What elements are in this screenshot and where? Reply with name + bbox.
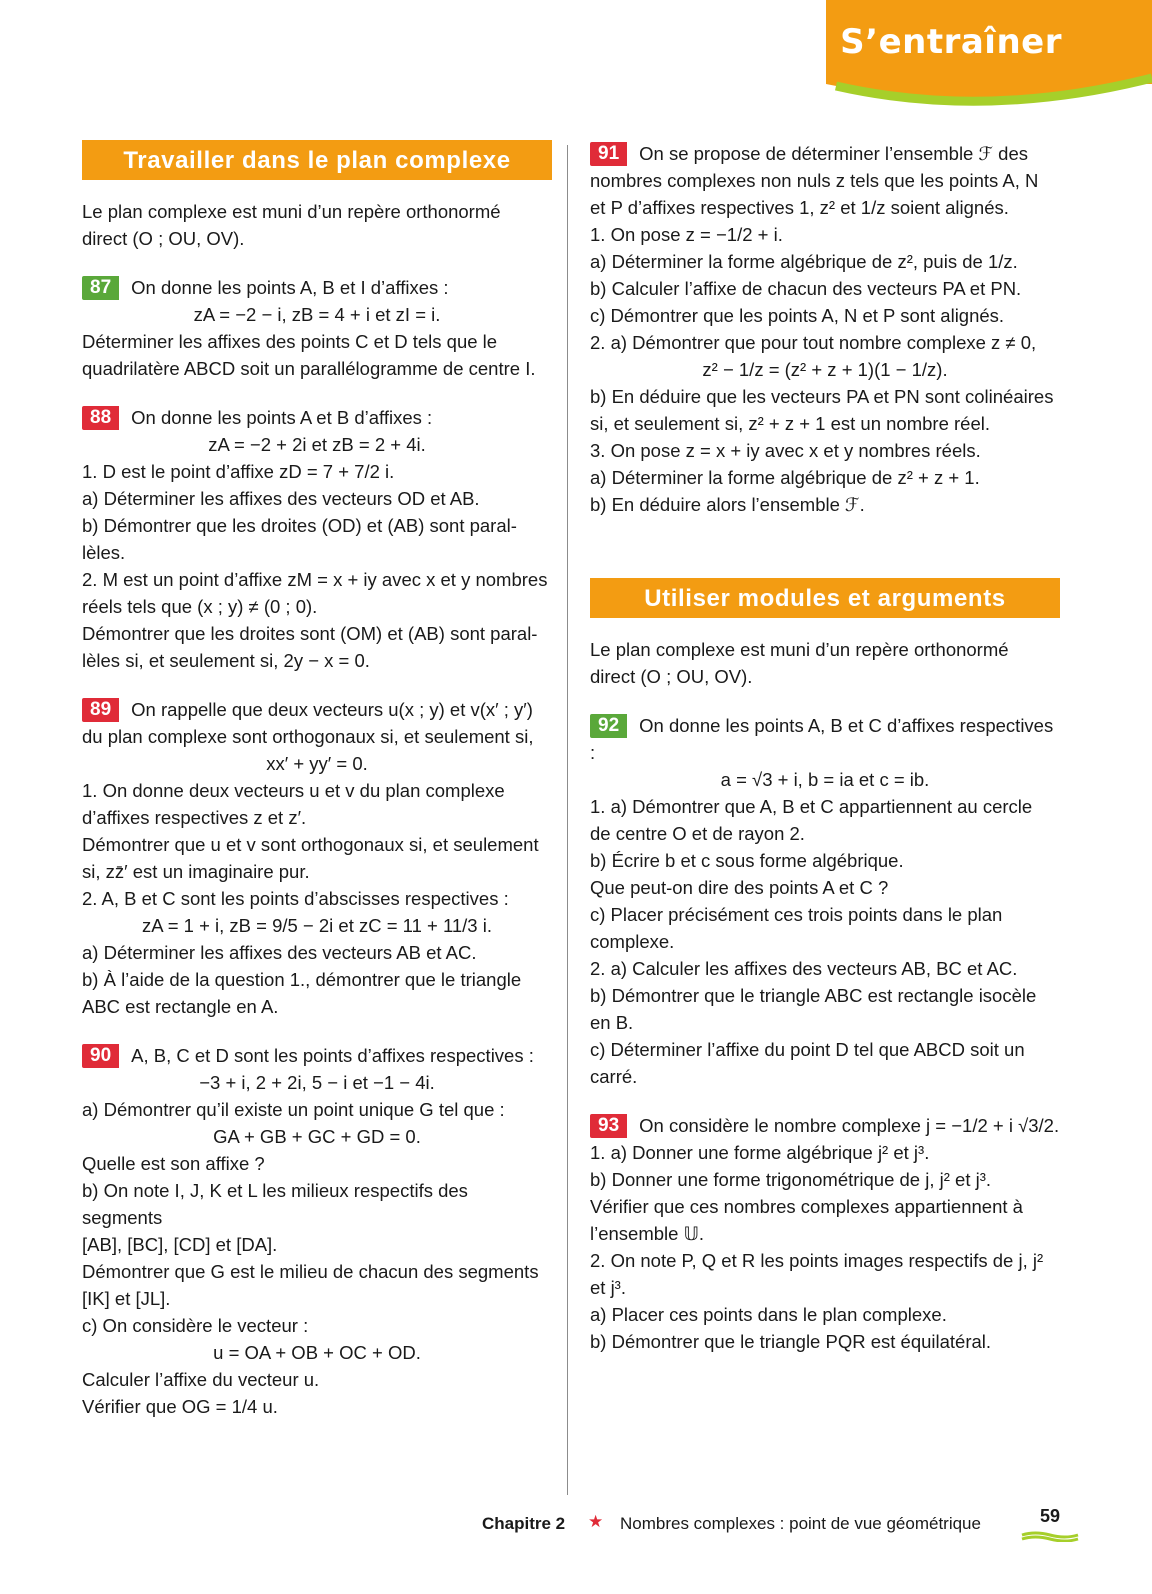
exercise-number-badge: 87 [82, 276, 119, 300]
exercise-formula: −3 + i, 2 + 2i, 5 − i et −1 − 4i. [199, 1072, 435, 1093]
exercise-number-badge: 91 [590, 142, 627, 166]
left-column [82, 132, 552, 1442]
exercise-question: a) Déterminer la forme algébrique de z², puis de 1/z. [590, 251, 1018, 272]
exercise-text: lèles. [82, 542, 126, 563]
exercise-text: Démontrer que u et v sont orthogonaux si, et seulement [82, 834, 539, 855]
exercise-number-badge: 90 [82, 1044, 119, 1068]
exercise-formula: z² − 1/z = (z² + z + 1)(1 − 1/z). [702, 359, 948, 380]
exercise-question: b) Démontrer que le triangle ABC est rectangle isocèle [590, 985, 1037, 1006]
exercise-text: Que peut-on dire des points A et C ? [590, 877, 889, 898]
exercise-text: complexe. [590, 931, 675, 952]
header-wave [826, 62, 1152, 110]
exercise-text: Démontrer que G est le milieu de chacun des segments [82, 1261, 539, 1282]
intro-line: direct (O ; OU, OV). [82, 228, 245, 249]
exercise-question: b) On note I, J, K et L les milieux respectifs des segments [82, 1180, 468, 1228]
exercise-question: 2. A, B et C sont les points d’abscisses respectives : [82, 888, 509, 909]
exercise-text: l’ensemble 𝕌. [590, 1223, 705, 1244]
exercise-text: du plan complexe sont orthogonaux si, et seulement si, [82, 726, 534, 747]
exercise-question: b) Démontrer que les droites (OD) et (AB) sont paral- [82, 515, 517, 536]
intro-line: Le plan complexe est muni d’un repère orthonormé [82, 201, 501, 222]
exercise-question: b) En déduire que les vecteurs PA et PN sont colinéaires [590, 386, 1054, 407]
exercise-text: On donne les points A, B et C d’affixes respectives : [590, 715, 1054, 763]
exercise-question: 2. a) Calculer les affixes des vecteurs AB, BC et AC. [590, 958, 1018, 979]
exercise-question: b) À l’aide de la question 1., démontrer que le triangle [82, 969, 522, 990]
exercise-number-badge: 89 [82, 698, 119, 722]
page-number: 59 [1040, 1506, 1061, 1526]
exercise-text: [IK] et [JL]. [82, 1288, 171, 1309]
exercise-formula: zA = 1 + i, zB = 9/5 − 2i et zC = 11 + 11/3 i. [141, 915, 492, 936]
right-column [590, 132, 1060, 1377]
exercise-question: a) Placer ces points dans le plan complexe. [590, 1304, 947, 1325]
exercise-question: c) On considère le vecteur : [82, 1315, 309, 1336]
exercise-text: Vérifier que ces nombres complexes appartiennent à [590, 1196, 1023, 1217]
exercise-number-badge: 88 [82, 406, 119, 430]
exercise-question: b) Donner une forme trigonométrique de j, j² et j³. [590, 1169, 992, 1190]
exercise-formula: zA = −2 − i, zB = 4 + i et zI = i. [193, 304, 441, 325]
exercise-text: Calculer l’affixe du vecteur u. [82, 1369, 320, 1390]
exercise-text: On rappelle que deux vecteurs u(x ; y) et v(x′ ; y′) [131, 699, 533, 720]
column-divider [567, 145, 568, 1495]
exercise-text: nombres complexes non nuls z tels que les points A, N [590, 170, 1039, 191]
section-banner-plan-complexe: Travailler dans le plan complexe [82, 140, 552, 180]
exercise-formula: u = OA + OB + OC + OD. [213, 1342, 421, 1363]
exercise-question: 2. M est un point d’affixe zM = x + iy avec x et y nombres [82, 569, 548, 590]
exercise-question: a) Déterminer la forme algébrique de z² + z + 1. [590, 467, 980, 488]
exercise-formula: a = √3 + i, b = ia et c = ib. [720, 769, 930, 790]
exercise-text: On donne les points A et B d’affixes : [131, 407, 433, 428]
intro-line: direct (O ; OU, OV). [590, 666, 753, 687]
exercise-text: On donne les points A, B et I d’affixes : [131, 277, 449, 298]
exercise-text: en B. [590, 1012, 634, 1033]
star-icon: ★ [588, 1512, 604, 1531]
exercise-91 [590, 140, 1060, 518]
exercise-text: si, zz̄′ est un imaginaire pur. [82, 861, 310, 882]
exercise-question: 1. a) Donner une forme algébrique j² et j³. [590, 1142, 930, 1163]
exercise-question: c) Placer précisément ces trois points dans le plan [590, 904, 1003, 925]
exercise-89 [82, 696, 552, 1020]
exercise-text: On considère le nombre complexe j = −1/2 + i √3/2. [639, 1115, 1060, 1136]
exercise-text: de centre O et de rayon 2. [590, 823, 805, 844]
exercise-text: et j³. [590, 1277, 626, 1298]
exercise-question: b) Démontrer que le triangle PQR est équilatéral. [590, 1331, 992, 1352]
exercise-text: Déterminer les affixes des points C et D tels que le [82, 331, 498, 352]
exercise-92 [590, 712, 1060, 1090]
exercise-question: b) Écrire b et c sous forme algébrique. [590, 850, 904, 871]
exercise-question: c) Déterminer l’affixe du point D tel que ABCD soit un [590, 1039, 1025, 1060]
exercise-formula: GA + GB + GC + GD = 0. [213, 1126, 421, 1147]
exercise-question: b) En déduire alors l’ensemble ℱ. [590, 494, 865, 515]
exercise-text: [AB], [BC], [CD] et [DA]. [82, 1234, 278, 1255]
exercise-text: ABC est rectangle en A. [82, 996, 279, 1017]
exercise-text: d’affixes respectives z et z′. [82, 807, 307, 828]
exercise-text: quadrilatère ABCD soit un parallélogramme de centre I. [82, 358, 536, 379]
exercise-number-badge: 93 [590, 1114, 627, 1138]
exercise-question: c) Démontrer que les points A, N et P sont alignés. [590, 305, 1005, 326]
exercise-question: 2. a) Démontrer que pour tout nombre complexe z ≠ 0, [590, 332, 1037, 353]
exercise-question: 1. a) Démontrer que A, B et C appartiennent au cercle [590, 796, 1033, 817]
exercise-text: et P d’affixes respectives 1, z² et 1/z soient alignés. [590, 197, 1009, 218]
intro-right [590, 636, 1060, 690]
section-banner-modules-arguments: Utiliser modules et arguments [590, 578, 1060, 618]
exercise-93 [590, 1112, 1060, 1355]
exercise-88 [82, 404, 552, 674]
exercise-formula: xx′ + yy′ = 0. [266, 753, 368, 774]
exercise-text: Vérifier que OG = 1/4 u. [82, 1396, 278, 1417]
intro-line: Le plan complexe est muni d’un repère orthonormé [590, 639, 1009, 660]
exercise-question: 1. On pose z = −1/2 + i. [590, 224, 783, 245]
exercise-87 [82, 274, 552, 382]
exercise-question: 2. On note P, Q et R les points images respectifs de j, j² [590, 1250, 1044, 1271]
exercise-question: a) Déterminer les affixes des vecteurs AB et AC. [82, 942, 477, 963]
exercise-formula: zA = −2 + 2i et zB = 2 + 4i. [208, 434, 426, 455]
exercise-text: carré. [590, 1066, 638, 1087]
exercise-text: A, B, C et D sont les points d’affixes respectives : [131, 1045, 534, 1066]
page-footer [0, 1506, 1152, 1542]
intro-left [82, 198, 552, 252]
page-section-title: S’entraîner [840, 22, 1062, 62]
exercise-text: réels tels que (x ; y) ≠ (0 ; 0). [82, 596, 318, 617]
footer-chapter: Chapitre 2 [482, 1514, 566, 1533]
exercise-question: b) Calculer l’affixe de chacun des vecteurs PA et PN. [590, 278, 1022, 299]
exercise-text: Démontrer que les droites sont (OM) et (AB) sont paral- [82, 623, 538, 644]
exercise-text: lèles si, et seulement si, 2y − x = 0. [82, 650, 370, 671]
exercise-question: 1. D est le point d’affixe zD = 7 + 7/2 i. [82, 461, 395, 482]
exercise-text: Quelle est son affixe ? [82, 1153, 265, 1174]
exercise-question: 1. On donne deux vecteurs u et v du plan complexe [82, 780, 505, 801]
exercise-question: a) Démontrer qu’il existe un point unique G tel que : [82, 1099, 505, 1120]
exercise-text: On se propose de déterminer l’ensemble ℱ des [639, 143, 1029, 164]
exercise-text: si, et seulement si, z² + z + 1 est un nombre réel. [590, 413, 990, 434]
exercise-number-badge: 92 [590, 714, 627, 738]
footer-chapter-title: Nombres complexes : point de vue géométrique [620, 1514, 981, 1533]
exercise-question: 3. On pose z = x + iy avec x et y nombres réels. [590, 440, 981, 461]
exercise-question: a) Déterminer les affixes des vecteurs OD et AB. [82, 488, 480, 509]
exercise-90 [82, 1042, 552, 1420]
page-number-wave-icon [1020, 1530, 1080, 1542]
